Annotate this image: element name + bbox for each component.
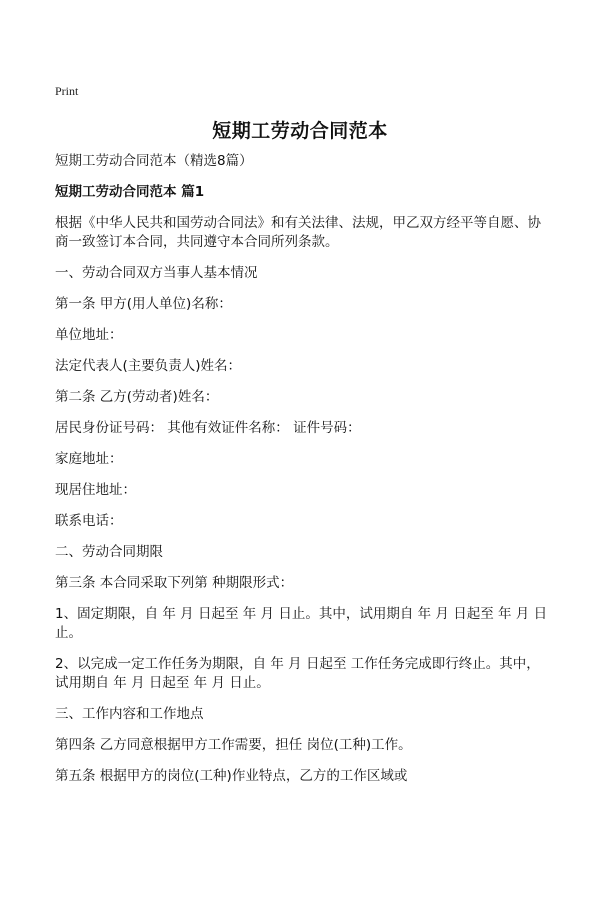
- section-3-heading: 三、工作内容和工作地点: [55, 706, 204, 722]
- article-4: 第四条 乙方同意根据甲方工作需要，担任 岗位(工种)工作。: [55, 737, 412, 753]
- document-subtitle: 短期工劳动合同范本（精选8篇）: [55, 153, 253, 169]
- article-5: 第五条 根据甲方的岗位(工种)作业特点，乙方的工作区域或: [55, 768, 408, 784]
- document-body: [55, 152, 550, 798]
- term-option-2: 2、以完成一定工作任务为期限，自 年 月 日起至 工作任务完成即行终止。其中，试用期自 年 月 日起至 年 月 日止。: [55, 656, 540, 691]
- unit-address-line: 单位地址：: [55, 327, 123, 343]
- intro-paragraph: 根据《中华人民共和国劳动合同法》和有关法律、法规，甲乙双方经平等自愿、协商一致签订本合同，共同遵守本合同所列条款。: [55, 215, 541, 250]
- article-2: 第二条 乙方(劳动者)姓名：: [55, 389, 219, 405]
- legal-representative-line: 法定代表人(主要负责人)姓名：: [55, 358, 242, 374]
- article-1: 第一条 甲方(用人单位)名称：: [55, 296, 232, 312]
- print-label: Print: [55, 84, 79, 98]
- document-title: 短期工劳动合同范本: [212, 120, 388, 142]
- section-1-heading: 一、劳动合同双方当事人基本情况: [55, 265, 258, 281]
- section-heading: 短期工劳动合同范本 篇1: [55, 184, 205, 200]
- phone-line: 联系电话：: [55, 513, 123, 529]
- article-3: 第三条 本合同采取下列第 种期限形式：: [55, 575, 294, 591]
- section-2-heading: 二、劳动合同期限: [55, 544, 163, 560]
- id-number-line: 居民身份证号码： 其他有效证件名称： 证件号码：: [55, 420, 361, 436]
- home-address-line: 家庭地址：: [55, 451, 123, 467]
- term-option-1: 1、固定期限，自 年 月 日起至 年 月 日止。其中，试用期自 年 月 日起至 年 月 日止。: [55, 606, 548, 641]
- current-address-line: 现居住地址：: [55, 482, 136, 498]
